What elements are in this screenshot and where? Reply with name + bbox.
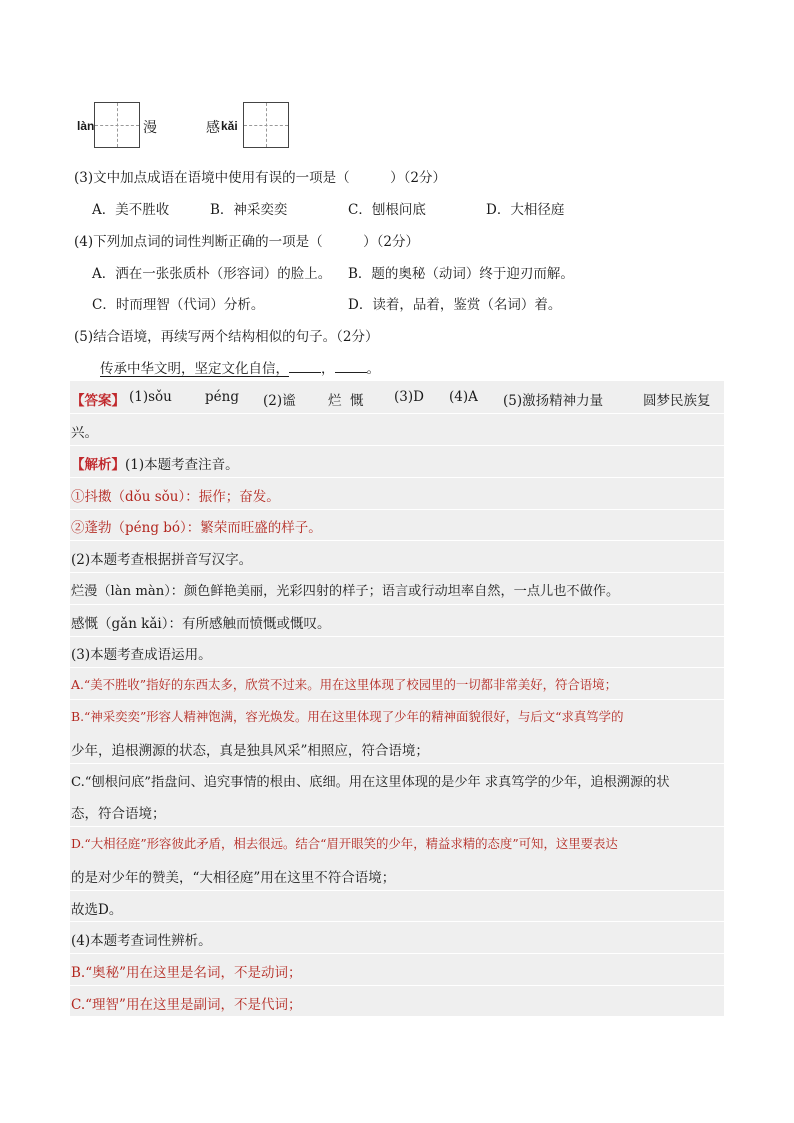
tianzige-box-2[interactable] — [243, 102, 289, 148]
answer-line-1 — [71, 389, 711, 409]
answer-item: (2)谧 — [263, 393, 296, 409]
q5-end: 。 — [366, 361, 380, 377]
char-man: 漫 — [143, 120, 157, 136]
row-divider — [70, 953, 724, 954]
analysis-line: (4)本题考查词性辨析。 — [71, 933, 212, 949]
q3-stem: (3)文中加点成语在语境中使用有误的一项是（ ）（2分） — [74, 170, 446, 186]
q3-option-c: C．刨根问底 — [348, 202, 426, 218]
answer-item: (3)D — [394, 389, 424, 405]
q3-option-a: A．美不胜收 — [92, 202, 170, 218]
analysis-line: C.“刨根问底”指盘问、追究事情的根由、底细。用在这里体现的是少年 求真笃学的少年，追根溯源的状 — [71, 775, 670, 790]
q3-option-b: B．神采奕奕 — [210, 202, 288, 218]
analysis-line: A.“美不胜收”指好的东西太多，欣赏不过来。用在这里体现了校园里的一切都非常美好，符合语境； — [71, 677, 617, 692]
analysis-line: C.“理智”用在这里是副词，不是代词； — [71, 997, 302, 1013]
row-divider — [70, 540, 724, 541]
answer-item: 圆梦民族复 — [643, 393, 711, 409]
row-divider — [70, 445, 724, 446]
row-divider — [70, 921, 724, 922]
analysis-line: 少年，追根溯源的状态，真是独具风采”相照应，符合语境； — [71, 743, 429, 759]
answer-line-2: 兴。 — [71, 425, 98, 441]
q3-option-d: D．大相径庭 — [486, 202, 565, 218]
row-divider — [70, 699, 724, 700]
analysis-line: 态，符合语境； — [71, 806, 166, 822]
row-divider — [70, 604, 724, 605]
answer-item: 烂 — [328, 393, 342, 409]
q5-sep: ， — [321, 361, 335, 377]
q5-stem: (5)结合语境，再续写两个结构相似的句子。（2分） — [74, 329, 379, 345]
row-divider — [70, 636, 724, 637]
answer-item: 慨 — [350, 393, 364, 409]
q5-blank-1[interactable] — [289, 360, 321, 373]
q4-option-a: A．洒在一张张质朴（形容词）的脸上。 — [92, 266, 332, 282]
analysis-line: 烂漫（làn màn）：颜色鲜艳美丽，光彩四射的样子；语言或行动坦率自然，一点儿也不做作。 — [71, 584, 620, 599]
analysis-line: (2)本题考查根据拼音写汉字。 — [71, 552, 253, 568]
analysis-line: (3)本题考查成语运用。 — [71, 647, 212, 663]
analysis-line: ②蓬勃（péng bó）：繁荣而旺盛的样子。 — [71, 520, 322, 536]
answer-item: (1)sǒu — [129, 389, 172, 405]
analysis-line: D.“大相径庭”形容彼此矛盾，相去很远。结合“眉开眼笑的少年，精益求精的态度”可知，这里要表达 — [71, 836, 618, 851]
analysis-line: 的是对少年的赞美，“大相径庭”用在这里不符合语境； — [71, 870, 396, 886]
answer-item: (4)A — [449, 389, 478, 405]
q4-stem: (4)下列加点词的词性判断正确的一项是（ ）（2分） — [74, 234, 419, 250]
row-divider — [70, 985, 724, 986]
row-divider — [70, 509, 724, 510]
row-divider — [70, 572, 724, 573]
row-divider — [70, 477, 724, 478]
analysis-line: 故选D。 — [71, 902, 123, 918]
row-divider — [70, 826, 724, 827]
q5-sentence: 传承中华文明，坚定文化自信， — [100, 361, 289, 377]
q4-option-c: C．时而理智（代词）分析。 — [92, 297, 265, 313]
row-divider — [70, 763, 724, 764]
q4-option-b: B．题的奥秘（动词）终于迎刃而解。 — [348, 266, 574, 282]
q5-blank-2[interactable] — [335, 360, 367, 373]
pinyin-lan: làn — [77, 119, 95, 133]
answer-tag: 【答案】 — [71, 393, 125, 409]
row-divider — [70, 890, 724, 891]
analysis-line: B.“奥秘”用在这里是名词，不是动词； — [71, 965, 302, 981]
answer-item: (5)激扬精神力量 — [503, 393, 604, 409]
tianzige-box-1[interactable] — [94, 102, 140, 148]
q5-sentence-line — [100, 357, 380, 377]
analysis-text: (1)本题考查注音。 — [125, 457, 239, 473]
analysis-line: B.“神采奕奕”形容人精神饱满，容光焕发。用在这里体现了少年的精神面貌很好，与后文“求真笃学的 — [71, 709, 624, 724]
row-divider — [70, 413, 724, 414]
row-divider — [70, 667, 724, 668]
char-gan: 感 — [206, 120, 220, 136]
analysis-line: ①抖擞（dǒu sǒu）：振作；奋发。 — [71, 489, 280, 505]
analysis-tag: 【解析】 — [71, 457, 125, 473]
q4-option-d: D．读着，品着，鉴赏（名词）着。 — [348, 297, 562, 313]
analysis-line: 感慨（gǎn kǎi）：有所感触而愤慨或慨叹。 — [71, 616, 331, 632]
analysis-line — [71, 453, 239, 473]
answer-item: péng — [205, 389, 239, 405]
pinyin-kai: kǎi — [221, 119, 238, 133]
